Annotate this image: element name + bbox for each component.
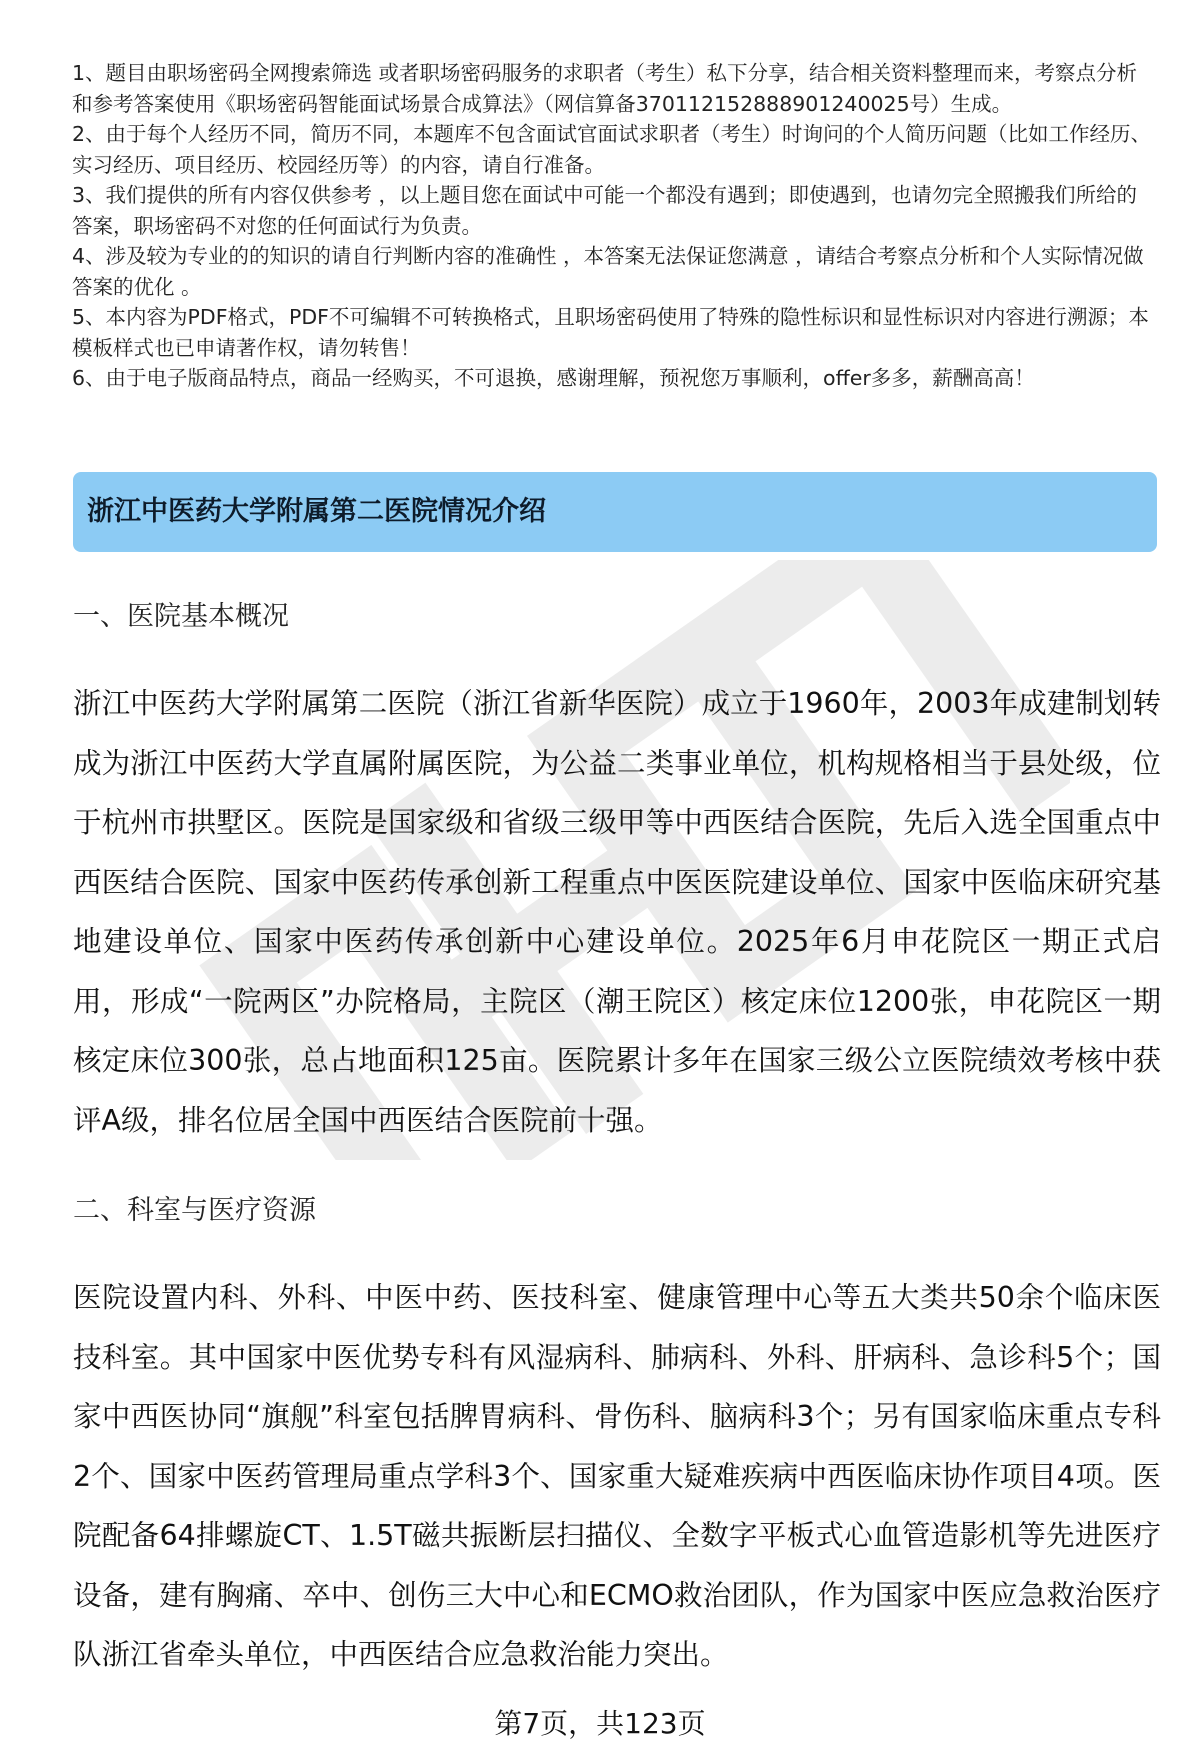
section-heading-overview: 一、医院基本概况 (73, 601, 289, 632)
banner-title: 浙江中医药大学附属第二医院情况介绍 (87, 496, 546, 527)
section-heading-departments: 二、科室与医疗资源 (73, 1195, 316, 1226)
page-number: 第7页，共123页 (494, 1707, 706, 1740)
notice-item: 5、本内容为PDF格式，PDF不可编辑不可转换格式，且职场密码使用了特殊的隐性标识和显性标识对内容进行溯源；本模板样式也已申请著作权，请勿转售！ (72, 305, 1149, 360)
notice-item: 1、题目由职场密码全网搜索筛选 或者职场密码服务的求职者（考生）私下分享，结合相关资料整理而来，考察点分析和参考答案使用《职场密码智能面试场景合成算法》（网信算备370112152888901240025号）生成。 (72, 61, 1138, 116)
notice-item: 4、涉及较为专业的的知识的请自行判断内容的准确性 ，本答案无法保证您满意 ，请结合考察点分析和个人实际情况做答案的优化 。 (72, 244, 1144, 299)
section-body-overview: 浙江中医药大学附属第二医院（浙江省新华医院）成立于1960年，2003年成建制划转成为浙江中医药大学直属附属医院，为公益二类事业单位，机构规格相当于县处级，位于杭州市拱墅区。医院是国家级和省级三级甲等中西医结合医院，先后入选全国重点中西医结合医院、国家中医药传承创新工程重点中医医院建设单位、国家中医临床研究基地建设单位、国家中医药传承创新中心建设单位。2025年6月申花院区一期正式启用，形成“一院两区”办院格局，主院区（潮王院区）核定床位1200张，申花院区一期核定床位300张，总占地面积125亩。医院累计多年在国家三级公立医院绩效考核中获评A级，排名位居全国中西医结合医院前十强。 (73, 687, 1161, 1137)
notice-item: 3、我们提供的所有内容仅供参考 ，以上题目您在面试中可能一个都没有遇到；即使遇到，也请勿完全照搬我们所给的答案，职场密码不对您的任何面试行为负责。 (72, 183, 1138, 238)
notice-list (72, 58, 1157, 394)
section-banner (73, 472, 1157, 552)
section-body-departments: 医院设置内科、外科、中医中药、医技科室、健康管理中心等五大类共50余个临床医技科室。其中国家中医优势专科有风湿病科、肺病科、外科、肝病科、急诊科5个；国家中西医协同“旗舰”科室包括脾胃病科、骨伤科、脑病科3个；另有国家临床重点专科2个、国家中医药管理局重点学科3个、国家重大疑难疾病中西医临床协作项目4项。医院配备64排螺旋CT、1.5T磁共振断层扫描仪、全数字平板式心血管造影机等先进医疗设备，建有胸痛、卒中、创伤三大中心和ECMO救治团队，作为国家中医应急救治医疗队浙江省牵头单位，中西医结合应急救治能力突出。 (73, 1281, 1161, 1671)
notice-item: 2、由于每个人经历不同，简历不同，本题库不包含面试官面试求职者（考生）时询问的个人简历问题（比如工作经历、实习经历、项目经历、校园经历等）的内容，请自行准备。 (72, 122, 1152, 177)
notice-item: 6、由于电子版商品特点，商品一经购买，不可退换，感谢理解，预祝您万事顺利，offer多多，薪酬高高！ (72, 366, 1035, 390)
